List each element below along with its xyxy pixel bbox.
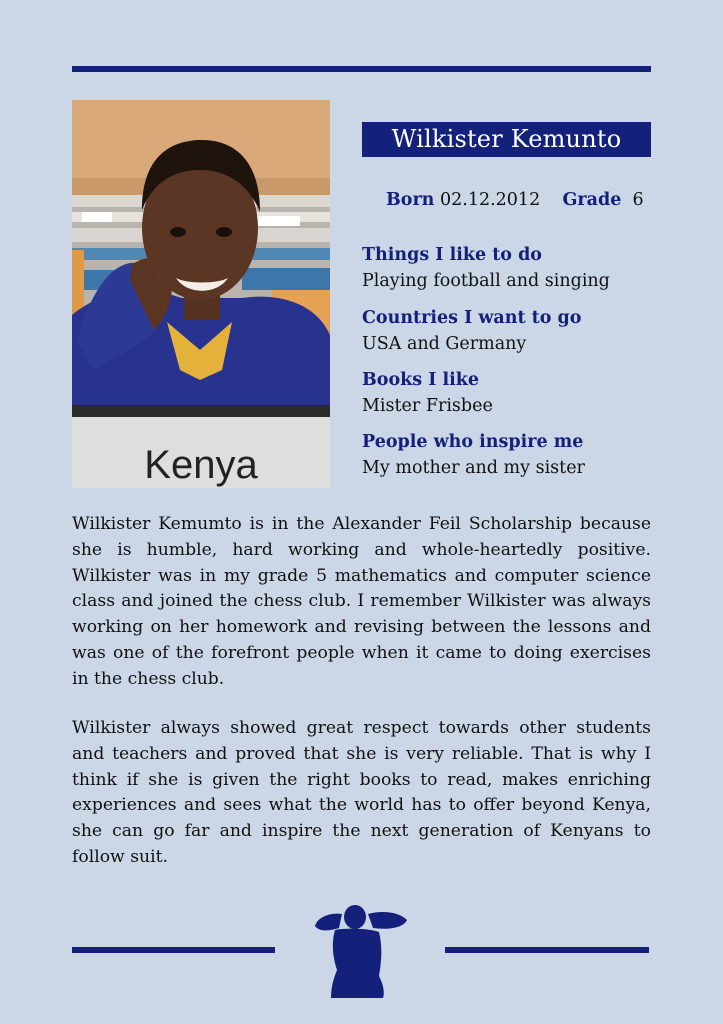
bottom-divider-left	[72, 947, 275, 953]
description-paragraph-2: Wilkister always showed great respect towards other students and teachers and proved that she is very reliable. That is why I think if she is given the right books to read, makes enriching experiences and sees what the world has to offer beyond Kenya, she can go far and inspire the next generation of Kenyans to follow suit.	[72, 718, 651, 867]
person-silhouette-icon	[311, 904, 411, 998]
student-name: Wilkister Kemunto	[362, 122, 651, 157]
books-heading: Books I like	[362, 370, 480, 390]
countries-heading: Countries I want to go	[362, 308, 582, 328]
birth-grade-line	[386, 190, 644, 210]
born-value: 02.12.2012	[440, 190, 541, 210]
likes-heading: Things I like to do	[362, 245, 542, 265]
grade-value: 6	[632, 190, 644, 210]
countries-answer: USA and Germany	[362, 334, 527, 354]
books-answer: Mister Frisbee	[362, 396, 493, 416]
student-photo	[72, 100, 330, 488]
born-label: Born	[386, 190, 435, 210]
inspiration-heading: People who inspire me	[362, 432, 584, 452]
country-sign-text: Kenya	[144, 443, 258, 487]
grade-label: Grade	[562, 190, 622, 210]
description-paragraph-1: Wilkister Kemumto is in the Alexander Feil Scholarship because she is humble, hard working and whole-heartedly positive. Wilkister was in my grade 5 mathematics and computer science class and joined the chess club. I remember Wilkister was always working on her homework and revising between the lessons and was one of the forefront people when it came to doing exercises in the chess club.	[72, 514, 651, 689]
top-divider	[72, 66, 651, 72]
likes-answer: Playing football and singing	[362, 271, 610, 291]
bottom-divider-right	[445, 947, 649, 953]
inspiration-answer: My mother and my sister	[362, 458, 585, 478]
